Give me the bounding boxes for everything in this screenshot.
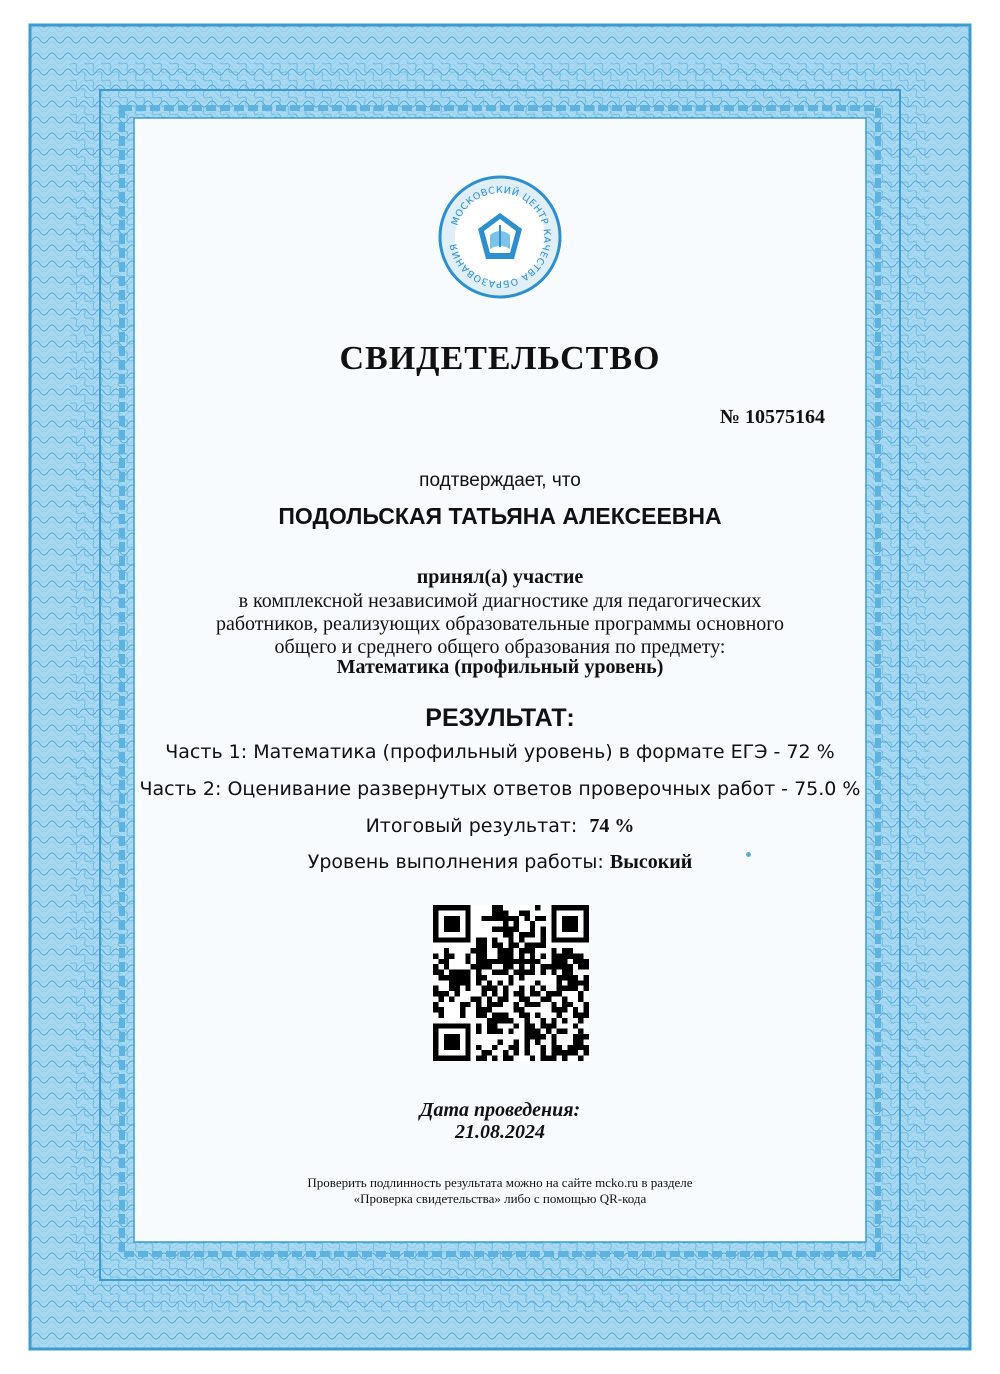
- level-value: Высокий: [609, 851, 693, 873]
- total-label: Итоговый результат:: [365, 815, 578, 837]
- svg-text:МОСКОВСКИЙ ЦЕНТР КАЧЕСТВА ОБРА: МОСКОВСКИЙ ЦЕНТР КАЧЕСТВА ОБРАЗОВАНИЯ: [448, 184, 553, 290]
- description: [0, 590, 1000, 659]
- date-block: [0, 1099, 1000, 1143]
- participated-text: принял(а) участие: [416, 566, 584, 588]
- verify-line-1: Проверить подлинность результата можно на сайте mcko.ru в разделе: [307, 1175, 693, 1190]
- mcko-logo: [438, 175, 562, 299]
- verify-line-2: «Проверка свидетельства» либо с помощью QR-кода: [353, 1191, 647, 1206]
- description-line-3: общего и среднего общего образования по предмету:: [274, 636, 726, 658]
- verification-note: [0, 1175, 1000, 1207]
- level-label: Уровень выполнения работы:: [307, 851, 604, 873]
- recipient-name: ПОДОЛЬСКАЯ ТАТЬЯНА АЛЕКСЕЕВНА: [278, 503, 722, 529]
- certificate-number: № 10575164: [719, 406, 825, 428]
- ink-dot: [746, 852, 751, 857]
- result-title: РЕЗУЛЬТАТ:: [425, 704, 575, 732]
- description-line-1: в комплексной независимой диагностике для педагогических: [238, 590, 762, 612]
- description-line-2: работников, реализующих образовательные программы основного: [215, 613, 785, 635]
- date-value: 21.08.2024: [455, 1121, 545, 1143]
- total-value: 74 %: [589, 815, 635, 837]
- qr-code[interactable]: [433, 905, 589, 1061]
- part1-result: Часть 1: Математика (профильный уровень) в формате ЕГЭ - 72 %: [165, 741, 835, 763]
- total-result: [0, 815, 1000, 838]
- certificate-title: СВИДЕТЕЛЬСТВО: [339, 340, 661, 377]
- level-result: [0, 851, 1000, 874]
- subject: Математика (профильный уровень): [336, 656, 664, 678]
- part2-result: Часть 2: Оценивание развернутых ответов проверочных работ - 75.0 %: [139, 778, 861, 800]
- confirms-text: подтверждает, что: [419, 470, 581, 491]
- date-label: Дата проведения:: [419, 1099, 581, 1121]
